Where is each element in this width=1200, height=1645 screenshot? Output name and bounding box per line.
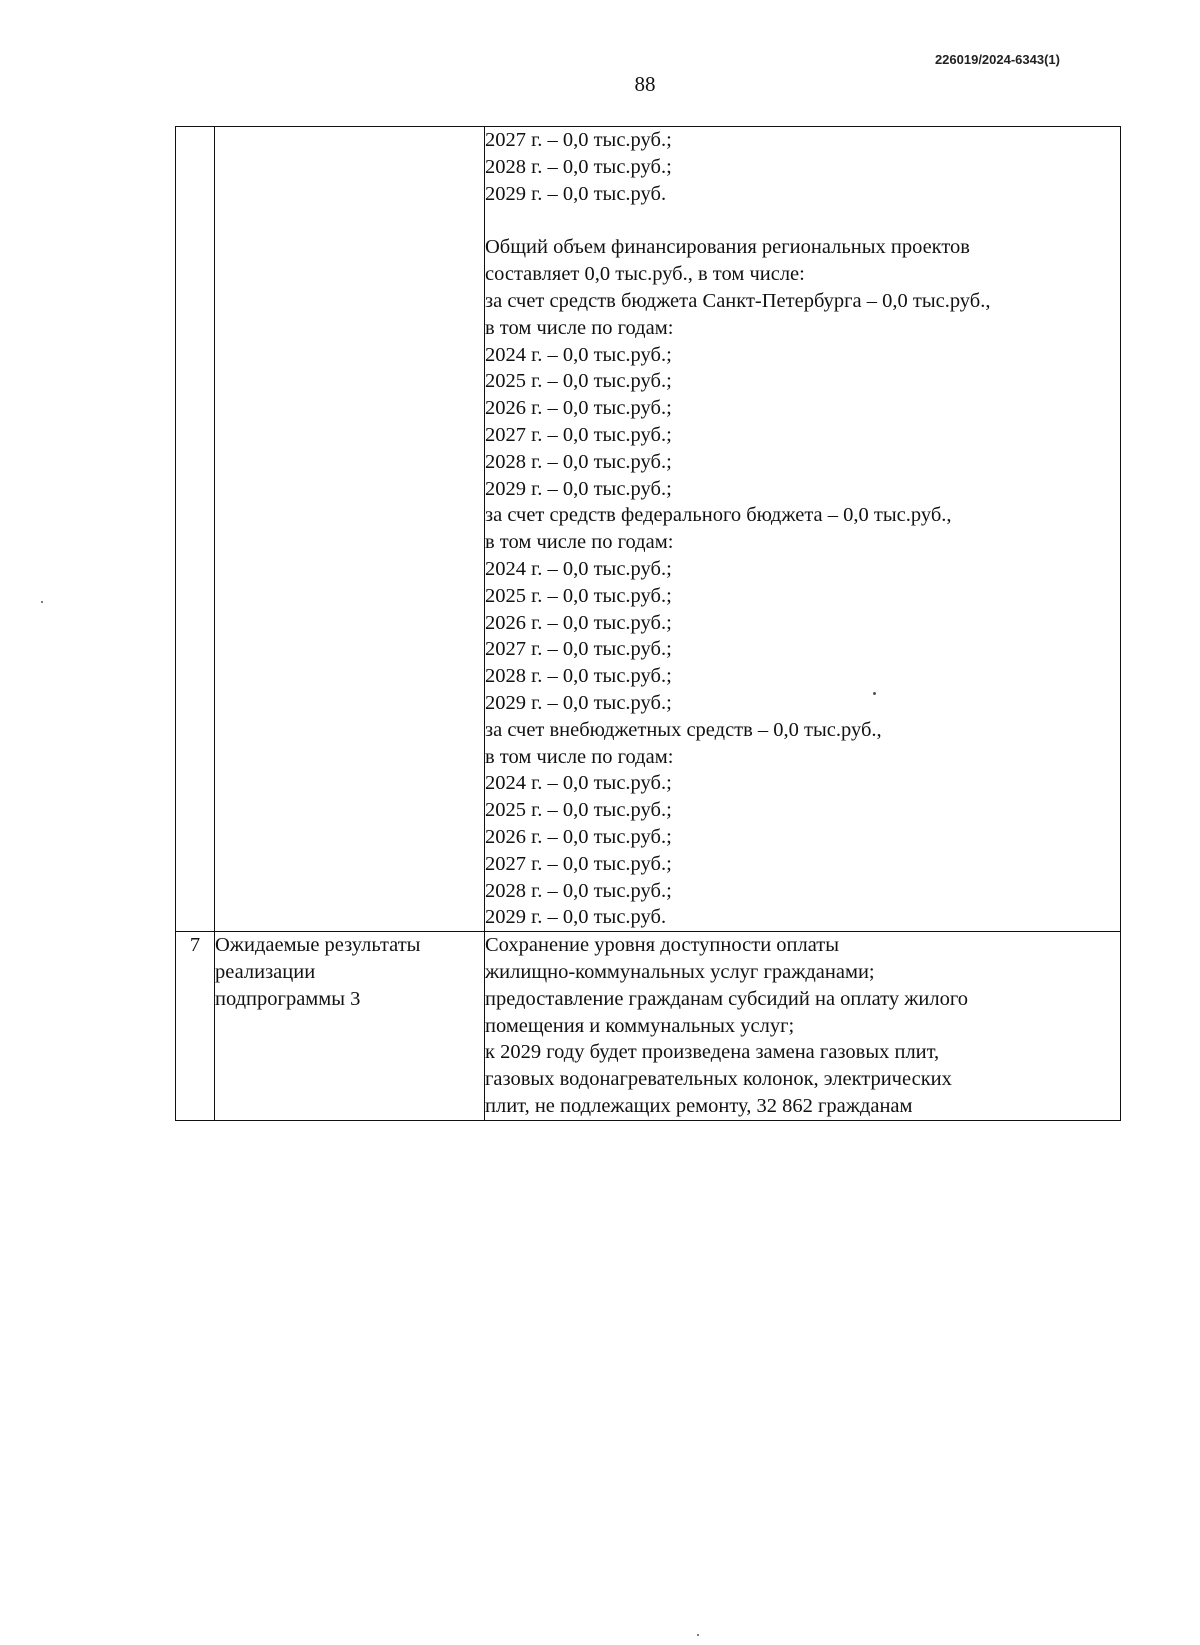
text-line: 2024 г. – 0,0 тыс.руб.;	[485, 772, 672, 795]
text-line: 2029 г. – 0,0 тыс.руб.;	[485, 477, 672, 500]
text-line: 2027 г. – 0,0 тыс.руб.;	[485, 852, 672, 875]
text-line: 2027 г. – 0,0 тыс.руб.;	[485, 129, 672, 151]
financing-lines-main	[485, 234, 1120, 931]
label-line: реализации	[215, 960, 316, 983]
table-row-continuation	[176, 127, 1121, 932]
text-line: 2029 г. – 0,0 тыс.руб.	[485, 906, 667, 929]
expected-results-cell	[485, 932, 1121, 1121]
row-label-cell	[215, 932, 485, 1121]
text-line: за счет средств федерального бюджета – 0,0 тыс.руб.,	[485, 504, 952, 527]
text-line: 2025 г. – 0,0 тыс.руб.;	[485, 799, 672, 822]
passport-table	[175, 126, 1121, 1121]
text-line: 2026 г. – 0,0 тыс.руб.;	[485, 825, 672, 848]
paragraph-spacer	[485, 207, 1120, 234]
text-line: предоставление гражданам субсидий на оплату жилого	[485, 987, 969, 1010]
text-line: в том числе по годам:	[485, 316, 674, 339]
text-line: за счет средств бюджета Санкт-Петербурга – 0,0 тыс.руб.,	[485, 289, 991, 312]
text-line: за счет внебюджетных средств – 0,0 тыс.руб.,	[485, 718, 882, 741]
text-line: плит, не подлежащих ремонту, 32 862 гражданам	[485, 1094, 913, 1117]
text-line: составляет 0,0 тыс.руб., в том числе:	[485, 263, 805, 286]
row-number-cell: 7	[176, 932, 215, 1121]
expected-results-lines	[485, 932, 1120, 1120]
text-line: 2024 г. – 0,0 тыс.руб.;	[485, 343, 672, 366]
text-line: 2028 г. – 0,0 тыс.руб.;	[485, 879, 672, 902]
text-line: к 2029 году будет произведена замена газовых плит,	[485, 1041, 940, 1064]
text-line: 2028 г. – 0,0 тыс.руб.;	[485, 665, 672, 688]
text-line: газовых водонагревательных колонок, электрических	[485, 1068, 952, 1091]
text-line: 2029 г. – 0,0 тыс.руб.	[485, 182, 667, 205]
text-line: 2028 г. – 0,0 тыс.руб.;	[485, 450, 672, 473]
text-line: 2027 г. – 0,0 тыс.руб.;	[485, 638, 672, 661]
text-line: 2025 г. – 0,0 тыс.руб.;	[485, 584, 672, 607]
financing-details-cell	[485, 127, 1121, 932]
label-line: подпрограммы 3	[215, 987, 361, 1010]
text-line: Общий объем финансирования региональных проектов	[485, 236, 970, 259]
text-line: жилищно-коммунальных услуг гражданами;	[485, 960, 875, 983]
table-row-7	[176, 932, 1121, 1121]
page-number: 88	[634, 72, 656, 96]
text-line: 2027 г. – 0,0 тыс.руб.;	[485, 423, 672, 446]
scan-speck	[697, 1634, 699, 1636]
text-line: 2026 г. – 0,0 тыс.руб.;	[485, 611, 672, 634]
text-line: в том числе по годам:	[485, 745, 674, 768]
text-line: в том числе по годам:	[485, 531, 674, 554]
text-line: помещения и коммунальных услуг;	[485, 1014, 795, 1037]
text-line: 2024 г. – 0,0 тыс.руб.;	[485, 557, 672, 580]
scan-speck	[41, 601, 43, 603]
text-line: Сохранение уровня доступности оплаты	[485, 934, 840, 957]
text-line: 2025 г. – 0,0 тыс.руб.;	[485, 370, 672, 393]
financing-lines-top	[485, 127, 1120, 207]
text-line: 2029 г. – 0,0 тыс.руб.;	[485, 691, 672, 714]
row-number-cell	[176, 127, 215, 932]
expected-results-label	[215, 932, 484, 1012]
text-line: 2026 г. – 0,0 тыс.руб.;	[485, 397, 672, 420]
scan-speck	[873, 692, 876, 695]
label-line: Ожидаемые результаты	[215, 934, 421, 957]
row-label-cell	[215, 127, 485, 932]
document-id: 226019/2024-6343(1)	[934, 52, 1060, 67]
text-line: 2028 г. – 0,0 тыс.руб.;	[485, 155, 672, 178]
